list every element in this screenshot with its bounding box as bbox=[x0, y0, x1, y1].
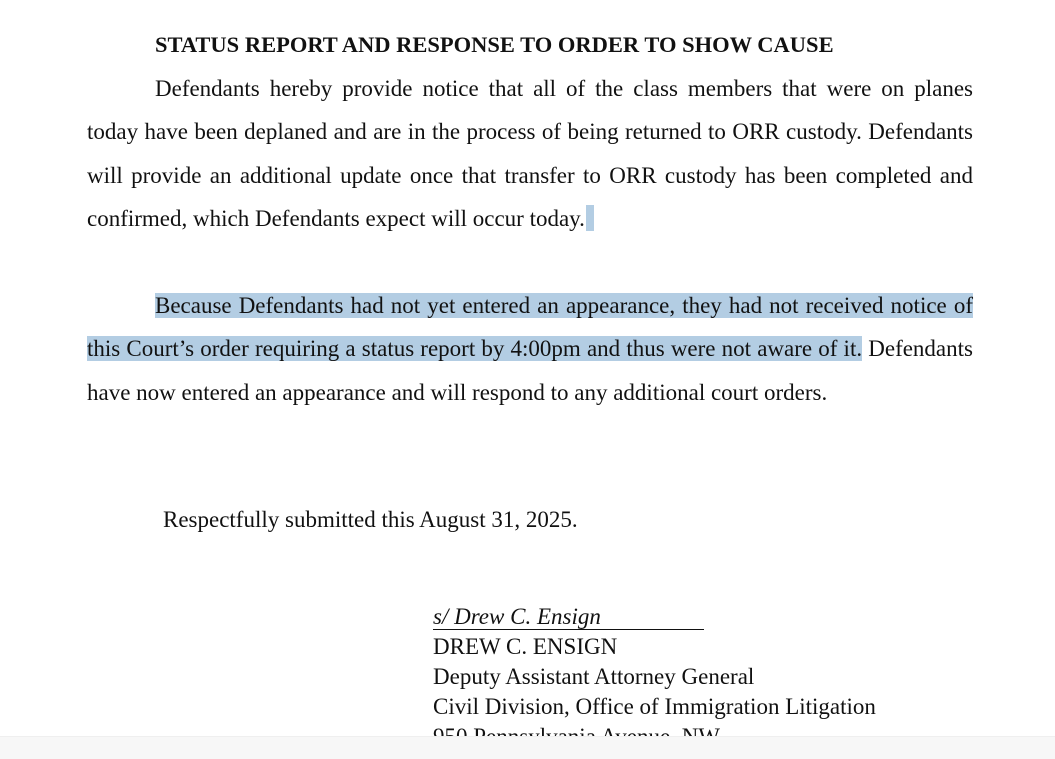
electronic-signature: s/ Drew C. Ensign bbox=[433, 605, 704, 630]
highlighted-selection[interactable]: Because Defendants had not yet entered an appearance, they had not received notice of this Court’s order requiring a status report by 4:00pm and thus were not aware of it. bbox=[87, 293, 973, 362]
selection-caret bbox=[586, 205, 594, 231]
signer-division: Civil Division, Office of Immigration Litigation bbox=[433, 694, 876, 719]
page-bottom-edge bbox=[0, 736, 1055, 759]
submission-line: Respectfully submitted this August 31, 2025. bbox=[163, 507, 578, 532]
electronic-signature-row bbox=[433, 602, 876, 632]
paragraph-notice-text[interactable]: Defendants hereby provide notice that all of the class members that were on planes today have been deplaned and are in the process of being returned to ORR custody. Defendants will provide an additional update once that transfer to ORR custody has been completed and confirmed, which Defendants expect will occur today. bbox=[87, 76, 973, 231]
document-title: STATUS REPORT AND RESPONSE TO ORDER TO SHOW CAUSE bbox=[155, 32, 834, 57]
paragraph-appearance[interactable] bbox=[87, 284, 973, 414]
paragraph-appearance-rest[interactable]: Defendants have now entered an appearance and will respond to any additional court orders. bbox=[87, 336, 973, 405]
signature-block bbox=[433, 602, 876, 735]
signer-position: Deputy Assistant Attorney General bbox=[433, 664, 755, 689]
signer-address-partial bbox=[433, 722, 876, 735]
signer-name: DREW C. ENSIGN bbox=[433, 634, 618, 659]
paragraph-notice[interactable] bbox=[87, 67, 973, 240]
